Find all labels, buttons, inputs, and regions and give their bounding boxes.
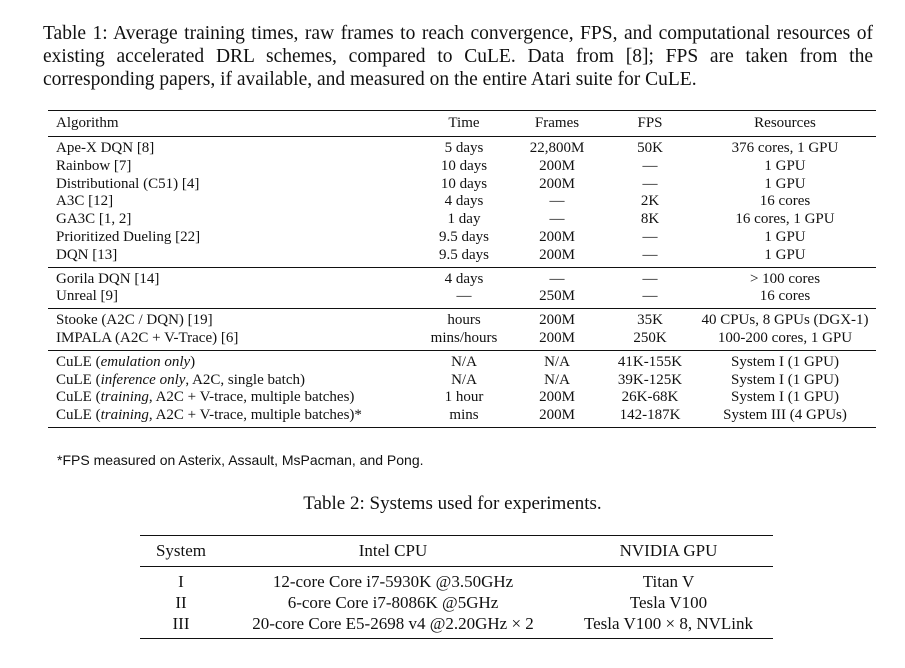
col-header-resources: Resources xyxy=(694,111,876,137)
table-row xyxy=(48,407,876,427)
cell-algorithm: DQN [13] xyxy=(48,247,420,267)
cell-frames: 200M xyxy=(508,407,606,427)
cell-frames: 200M xyxy=(539,228,575,245)
cell-system: I xyxy=(178,572,184,591)
cell-time: hours xyxy=(447,312,481,329)
cell-frames: 200M xyxy=(508,330,606,350)
cell-algorithm: CuLE (training, A2C + V-trace, multiple batches) xyxy=(56,389,355,406)
cell-algorithm: GA3C [1, 2] xyxy=(56,211,132,228)
table1 xyxy=(48,110,876,428)
cell-algorithm: Gorila DQN [14] xyxy=(56,270,160,287)
cell-gpu: Tesla V100 xyxy=(629,593,708,612)
cell-fps: 50K xyxy=(637,140,663,156)
cell-algorithm: A3C [12] xyxy=(56,193,114,210)
table2 xyxy=(140,535,773,639)
cell-fps: — xyxy=(606,288,694,308)
table1-group-4 xyxy=(48,350,876,427)
table-row xyxy=(140,613,773,639)
table-row xyxy=(48,158,876,176)
cell-resources: 1 GPU xyxy=(764,157,806,174)
cell-resources: 16 cores xyxy=(759,193,811,210)
table-row xyxy=(48,247,876,267)
cell-frames: N/A xyxy=(544,371,570,388)
table1-group-2 xyxy=(48,267,876,309)
cell-fps: 39K-125K xyxy=(617,371,683,388)
cell-algorithm: Stooke (A2C / DQN) [19] xyxy=(56,312,213,329)
cell-frames: 200M xyxy=(508,247,606,267)
cell-resources: System I (1 GPU) xyxy=(731,371,839,388)
col-header-system: System xyxy=(140,536,222,567)
col-header-frames: Frames xyxy=(508,111,606,137)
cell-fps: — xyxy=(642,228,658,245)
cell-resources: System I (1 GPU) xyxy=(731,389,839,406)
cell-resources: System I (1 GPU) xyxy=(731,353,839,370)
cell-cpu: 6-core Core i7-8086K @5GHz xyxy=(287,593,499,612)
table-row xyxy=(48,309,876,330)
cell-time: N/A xyxy=(451,371,477,388)
cell-fps: 8K xyxy=(640,211,660,228)
cell-resources: 16 cores, 1 GPU xyxy=(735,211,835,228)
cell-time: mins/hours xyxy=(420,330,508,350)
cell-algorithm: Prioritized Dueling [22] xyxy=(56,228,201,245)
cell-system: III xyxy=(140,613,222,639)
cell-fps: — xyxy=(606,247,694,267)
cell-frames: 22,800M xyxy=(529,140,585,156)
cell-time: 10 days xyxy=(440,157,488,174)
cell-time: 4 days xyxy=(444,193,484,210)
cell-time: 1 hour xyxy=(444,389,484,406)
table-row xyxy=(48,330,876,350)
cell-time: 10 days xyxy=(440,175,488,192)
cell-time: 4 days xyxy=(444,270,484,287)
table-row xyxy=(48,389,876,407)
cell-algorithm: Distributional (C51) [4] xyxy=(56,175,200,192)
table1-group-1 xyxy=(48,137,876,268)
cell-resources: 1 GPU xyxy=(694,247,876,267)
table1-caption: Table 1: Average training times, raw frames to reach convergence, FPS, and computational resources of existing accelerated DRL schemes, compared to CuLE. Data from [8]; FPS are taken from the corresponding papers, if available, and measured on the entire Atari suite for CuLE. xyxy=(43,23,873,90)
table-row xyxy=(48,193,876,211)
col-header-algorithm: Algorithm xyxy=(48,111,420,137)
table1-header-row xyxy=(48,111,876,137)
cell-fps: — xyxy=(642,270,658,287)
cell-frames: — xyxy=(549,270,565,287)
col-header-nvidia-gpu: NVIDIA GPU xyxy=(564,536,773,567)
cell-cpu: 12-core Core i7-5930K @3.50GHz xyxy=(272,572,514,591)
table-row xyxy=(48,211,876,229)
table-row xyxy=(48,350,876,371)
table-row xyxy=(140,592,773,613)
cell-time: mins xyxy=(420,407,508,427)
cell-time: 5 days xyxy=(444,140,484,156)
cell-resources: System III (4 GPUs) xyxy=(694,407,876,427)
table-row xyxy=(48,288,876,308)
cell-gpu: Titan V xyxy=(642,572,695,591)
cell-resources: 376 cores, 1 GPU xyxy=(731,140,839,156)
col-header-fps: FPS xyxy=(606,111,694,137)
cell-frames: 200M xyxy=(539,175,575,192)
table2-header-row xyxy=(140,536,773,567)
cell-resources: 1 GPU xyxy=(764,228,806,245)
cell-fps: 26K-68K xyxy=(621,389,679,406)
cell-time: 9.5 days xyxy=(439,228,489,245)
table2-caption: Table 2: Systems used for experiments. xyxy=(303,493,602,514)
cell-algorithm: Unreal [9] xyxy=(48,288,420,308)
cell-frames: N/A xyxy=(544,353,570,370)
cell-resources: > 100 cores xyxy=(749,270,821,287)
cell-frames: 200M xyxy=(539,157,575,174)
cell-fps: 142-187K xyxy=(606,407,694,427)
cell-fps: — xyxy=(642,175,658,192)
cell-time: — xyxy=(420,288,508,308)
cell-time: N/A xyxy=(451,353,477,370)
cell-frames: 200M xyxy=(539,389,575,406)
cell-time: 9.5 days xyxy=(420,247,508,267)
cell-resources: 1 GPU xyxy=(764,175,806,192)
cell-gpu: Tesla V100 × 8, NVLink xyxy=(564,613,773,639)
cell-resources: 16 cores xyxy=(694,288,876,308)
cell-fps: 250K xyxy=(606,330,694,350)
cell-algorithm: Ape-X DQN [8] xyxy=(56,140,155,156)
table-row xyxy=(48,137,876,158)
cell-algorithm: CuLE (inference only, A2C, single batch) xyxy=(56,371,305,388)
cell-algorithm: Rainbow [7] xyxy=(56,157,132,174)
table1-group-3 xyxy=(48,309,876,351)
cell-fps: 41K-155K xyxy=(617,353,683,370)
cell-fps: — xyxy=(642,157,658,174)
cell-algorithm: CuLE (emulation only) xyxy=(56,353,196,370)
cell-frames: — xyxy=(549,193,565,210)
cell-system: II xyxy=(175,593,187,612)
cell-resources: 100-200 cores, 1 GPU xyxy=(694,330,876,350)
col-header-time: Time xyxy=(420,111,508,137)
cell-time: 1 day xyxy=(447,211,481,228)
cell-frames: 250M xyxy=(508,288,606,308)
table-row xyxy=(48,372,876,390)
cell-frames: — xyxy=(549,211,565,228)
col-header-intel-cpu: Intel CPU xyxy=(222,536,564,567)
table-row xyxy=(48,229,876,247)
cell-fps: 35K xyxy=(637,312,663,329)
cell-fps: 2K xyxy=(640,193,660,210)
cell-algorithm: IMPALA (A2C + V-Trace) [6] xyxy=(48,330,420,350)
cell-resources: 40 CPUs, 8 GPUs (DGX-1) xyxy=(701,312,869,329)
cell-frames: 200M xyxy=(539,312,575,329)
table-row xyxy=(140,567,773,593)
cell-algorithm: CuLE (training, A2C + V-trace, multiple batches)* xyxy=(48,407,420,427)
cell-cpu: 20-core Core E5-2698 v4 @2.20GHz × 2 xyxy=(222,613,564,639)
table1-footnote: *FPS measured on Asterix, Assault, MsPacman, and Pong. xyxy=(57,452,424,468)
table-row xyxy=(48,267,876,288)
table-row xyxy=(48,176,876,194)
